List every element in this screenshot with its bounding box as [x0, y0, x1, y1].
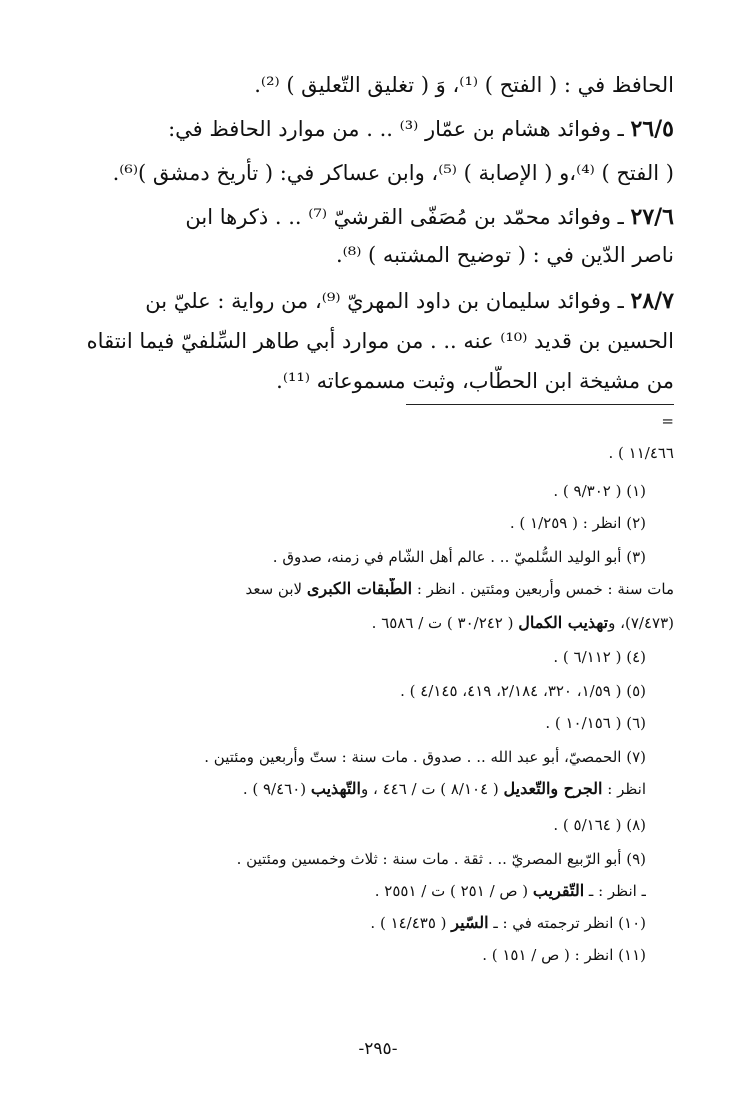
footnote-8: (٨) ( ٥/١٦٤ ) .: [553, 816, 646, 834]
main-text-line: ٢٧/٦ ـ وفوائد محمّد بن مُصَفّى القرشيّ ⁽⁷⁾ .. . ذكرها ابن: [185, 204, 674, 230]
footnote-7-line-2: انظر : الجرح والتّعديل ( ٨/١٠٤ ) ت / ٤٤٦ ، والتّهذيب (٩/٤٦٠ ) .: [242, 779, 646, 798]
entry-number: ٢٧/٦: [630, 204, 674, 230]
page-number: -٢٩٥-: [358, 1039, 398, 1059]
footnote-continuation-mark: =: [661, 412, 674, 430]
footnote-6: (٦) ( ١٠/١٥٦ ) .: [545, 714, 646, 732]
main-text-line: الحافظ في : ( الفتح ) ⁽¹⁾، وَ ( تغليق التّعليق ) ⁽²⁾.: [254, 73, 674, 97]
footnote-9-line-2: ـ انظر : ـ التّقريب ( ص / ٢٥١ ) ت / ٢٥٥١ .: [374, 881, 646, 900]
footnote-3-line-3: (٧/٤٧٣)، وتهذيب الكمال ( ٣٠/٢٤٢ ) ت / ٦٥٨٦ .: [371, 613, 674, 632]
footnote-7: (٧) الحمصيّ، أبو عبد الله .. . صدوق . مات سنة : ستّ وأربعين ومئتين .: [204, 748, 646, 766]
main-text-line: ( الفتح ) ⁽⁴⁾،و ( الإصابة ) ⁽⁵⁾، وابن عساكر في: ( تأريخ دمشق )⁽⁶⁾.: [112, 161, 674, 185]
footnote-4: (٤) ( ٦/١١٢ ) .: [553, 648, 646, 666]
main-text-line: الحسين بن قديد ⁽¹⁰⁾ عنه .. . من موارد أبي طاهر السِّلفيّ فيما انتقاه: [86, 329, 674, 353]
footnote-3: (٣) أبو الوليد السُّلميّ .. . عالم أهل الشّام في زمنه، صدوق .: [272, 548, 646, 566]
footnote-10: (١٠) انظر ترجمته في : ـ السّير ( ١٤/٤٣٥ ) .: [370, 913, 646, 932]
footnote-3-line-2: مات سنة : خمس وأربعين ومئتين . انظر : الطّبقات الكبرى لابن سعد: [245, 579, 674, 598]
footnote-5: (٥) ( ١/٥٩، ٣٢٠، ٢/١٨٤، ٤١٩، ٤/١٤٥ ) .: [400, 682, 646, 700]
main-text-line: ٢٨/٧ ـ وفوائد سليمان بن داود المهريّ ⁽⁹⁾، من رواية : عليّ بن: [145, 288, 674, 314]
footnote-11: (١١) انظر : ( ص / ١٥١ ) .: [482, 946, 646, 964]
main-text-line: ناصر الدّين في : ( توضيح المشتبه ) ⁽⁸⁾.: [335, 243, 674, 267]
footnote-separator: [406, 404, 674, 405]
main-text-line: ٢٦/٥ ـ وفوائد هشام بن عمّار ⁽³⁾ .. . من موارد الحافظ في:: [168, 116, 674, 142]
entry-number: ٢٨/٧: [630, 288, 674, 314]
main-text-line: من مشيخة ابن الحطّاب، وثبت مسموعاته ⁽¹¹⁾.: [276, 369, 674, 393]
footnote-9: (٩) أبو الرّبيع المصريّ .. . ثقة . مات سنة : ثلاث وخمسين ومئتين .: [236, 850, 646, 868]
footnote-2: (٢) انظر : ( ١/٢٥٩ ) .: [509, 514, 646, 532]
footnote-1: (١) ( ٩/٣٠٢ ) .: [553, 482, 646, 500]
footnote-continuation: ١١/٤٦٦ ) .: [608, 444, 674, 462]
entry-number: ٢٦/٥: [630, 116, 674, 142]
